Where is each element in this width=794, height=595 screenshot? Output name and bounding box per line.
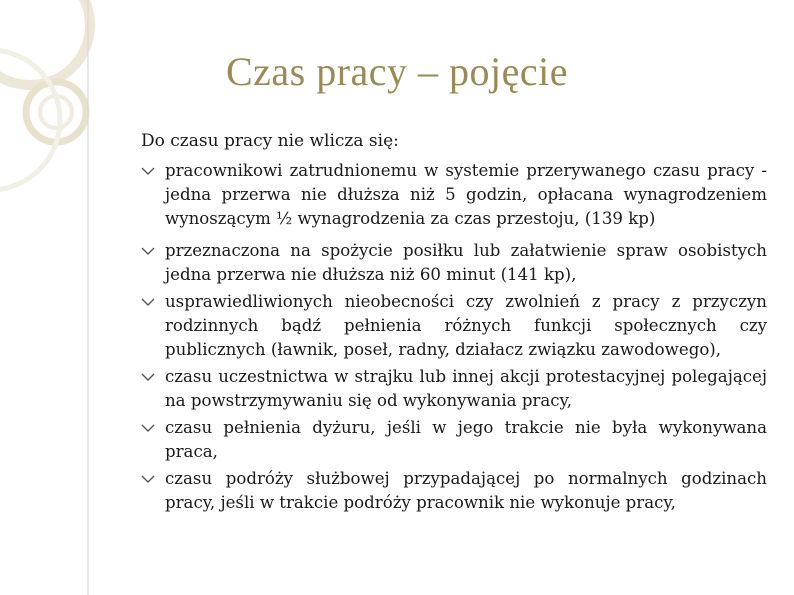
list-item (141, 365, 767, 413)
decorative-circles (0, 0, 90, 190)
list-item-text: przeznaczona na spożycie posiłku lub załatwienie spraw osobistych jedna przerwa nie dłuższa niż 60 minut (141 kp), (165, 241, 767, 284)
list-item (141, 239, 767, 287)
list-item-text: czasu uczestnictwa w strajku lub innej akcji protestacyjnej polegającej na powstrzymywaniu się od wykonywania pracy, (165, 367, 767, 410)
bullet-icon (141, 372, 155, 382)
list-item-text: pracownikowi zatrudnionemu w systemie przerywanego czasu pracy - jedna przerwa nie dłuższa niż 5 godzin, opłacana wynagrodzeniem wynoszącym ½ wynagrodzenia za czas przestoju, (139 kp) (165, 161, 767, 228)
list-item-text: czasu pełnienia dyżuru, jeśli w jego trakcie nie była wykonywana praca, (165, 418, 767, 461)
bullet-icon (141, 166, 155, 176)
list-item (141, 467, 767, 515)
list-item-text: usprawiedliwionych nieobecności czy zwolnień z pracy z przyczyn rodzinnych bądź pełnienia różnych funkcji społecznych czy publicznych (ławnik, poseł, radny, działacz związku zawodowego), (165, 292, 767, 359)
bullet-list (141, 159, 767, 518)
list-item (141, 290, 767, 362)
page-title: Czas pracy – pojęcie (225, 49, 569, 94)
list-item (141, 159, 767, 231)
bullet-icon (141, 474, 155, 484)
list-item-text: czasu podróży służbowej przypadającej po normalnych godzinach pracy, jeśli w trakcie podróży pracownik nie wykonuje pracy, (165, 469, 767, 512)
bullet-icon (141, 246, 155, 256)
bullet-icon (141, 423, 155, 433)
bullet-icon (141, 297, 155, 307)
list-item (141, 416, 767, 464)
slide-subtitle: Do czasu pracy nie wlicza się: (141, 131, 399, 151)
